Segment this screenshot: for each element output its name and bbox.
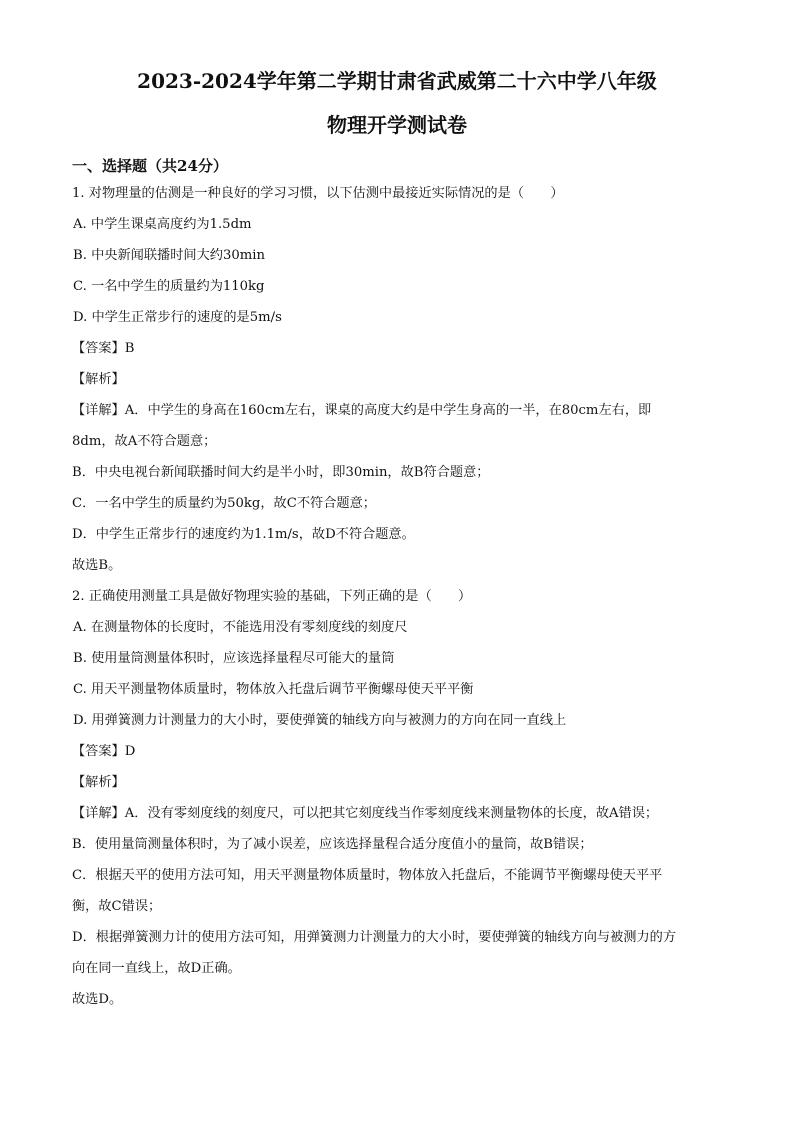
question-2 [72, 581, 722, 1015]
explanation-line: B．中央电视台新闻联播时间大约是半小时，即30min，故B符合题意； [72, 465, 490, 480]
explanation-line: 衡，故C错误； [72, 899, 162, 914]
analysis-label: 【解析】 [72, 372, 125, 387]
option-a: A. 中学生课桌高度约为1.5dm [73, 217, 252, 232]
question-stem: 1. 对物理量的估测是一种良好的学习习惯，以下估测中最接近实际情况的是（ ） [72, 186, 564, 201]
explanation-line: 8dm，故A不符合题意； [72, 434, 217, 449]
conclusion-line: 故选B。 [72, 558, 122, 573]
option-b: B. 中央新闻联播时间大约30min [73, 248, 265, 263]
analysis-label: 【解析】 [72, 775, 125, 790]
question-1 [72, 178, 722, 581]
answer-label: 【答案】B [72, 341, 135, 356]
explanation-line: 向在同一直线上，故D正确。 [72, 961, 241, 976]
explanation-line: C．一名中学生的质量约为50kg，故C不符合题意； [72, 496, 376, 511]
option-c: C. 一名中学生的质量约为110kg [73, 279, 265, 294]
option-c: C. 用天平测量物体质量时，物体放入托盘后调节平衡螺母使天平平衡 [73, 682, 474, 697]
conclusion-line: 故选D。 [72, 992, 123, 1007]
question-stem: 2. 正确使用测量工具是做好物理实验的基础，下列正确的是（ ） [72, 589, 472, 604]
option-d: D. 用弹簧测力计测量力的大小时，要使弹簧的轴线方向与被测力的方向在同一直线上 [73, 713, 567, 728]
option-b: B. 使用量筒测量体积时，应该选择量程尽可能大的量筒 [73, 651, 395, 666]
section-heading: 一、选择题（共24分） [72, 157, 228, 175]
exam-subtitle: 物理开学测试卷 [327, 113, 467, 137]
explanation-line: B．使用量筒测量体积时，为了减小误差，应该选择量程合适分度值小的量筒，故B错误； [72, 837, 593, 852]
explanation-line: 【详解】A．中学生的身高在160cm左右，课桌的高度大约是中学生身高的一半，在80cm左右，即 [72, 403, 652, 418]
explanation-line: 【详解】A．没有零刻度线的刻度尺，可以把其它刻度线当作零刻度线来测量物体的长度，故A错误； [72, 806, 659, 821]
explanation-line: C．根据天平的使用方法可知，用天平测量物体质量时，物体放入托盘后，不能调节平衡螺母使天平平 [72, 868, 663, 883]
explanation-line: D．根据弹簧测力计的使用方法可知，用弹簧测力计测量力的大小时，要使弹簧的轴线方向与被测力的方 [72, 930, 677, 945]
explanation-line: D．中学生正常步行的速度约为1.1m/s，故D不符合题意。 [72, 527, 415, 542]
answer-label: 【答案】D [72, 744, 136, 759]
option-a: A. 在测量物体的长度时，不能选用没有零刻度线的刻度尺 [73, 620, 408, 635]
option-d: D. 中学生正常步行的速度的是5m/s [73, 310, 282, 325]
exam-title: 2023-2024学年第二学期甘肃省武威第二十六中学八年级 [137, 69, 657, 93]
